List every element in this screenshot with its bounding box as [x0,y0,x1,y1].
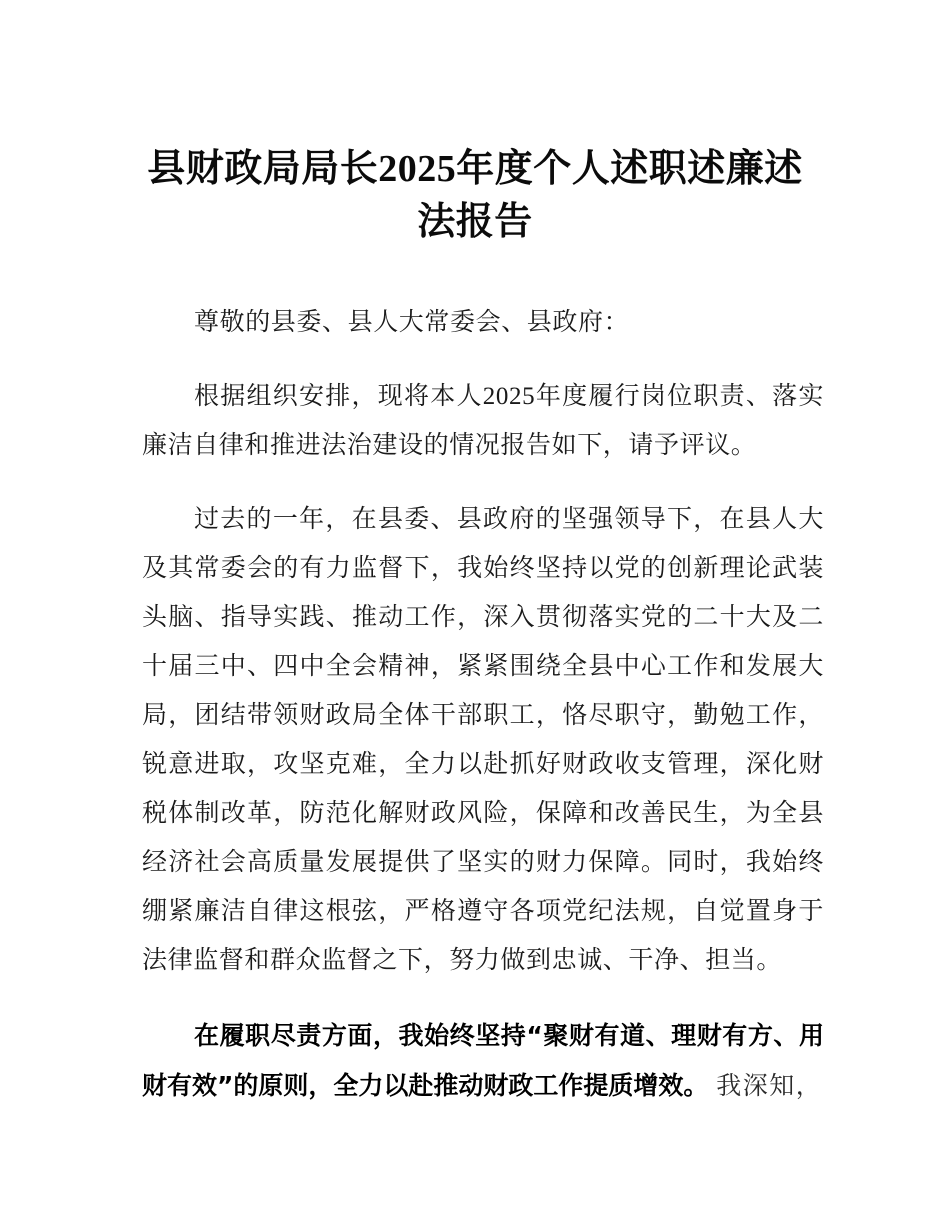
paragraph-overview: 过去的一年，在县委、县政府的坚强领导下，在县人大及其常委会的有力监督下，我始终坚持以党的创新理论武装头脑、指导实践、推动工作，深入贯彻落实党的二十大及二十届三中、四中全会精神，紧紧围绕全县中心工作和发展大局，团结带领财政局全体干部职工，恪尽职守，勤勉工作，锐意进取，攻坚克难，全力以赴抓好财政收支管理，深化财税体制改革，防范化解财政风险，保障和改善民生，为全县经济社会高质量发展提供了坚实的财力保障。同时，我始终绷紧廉洁自律这根弦，严格遵守各项党纪法规，自觉置身于法律监督和群众监督之下，努力做到忠诚、干净、担当。 [142,506,824,974]
paragraph-duty-emphasis: 在履职尽责方面，我始终坚持“聚财有道、理财有方、用财有效”的原则，全力以赴推动财政工作提质增效。 [142,1021,824,1100]
salutation-line: 尊敬的县委、县人大常委会、县政府： [194,309,630,336]
paragraph-duty-tail: 我深知， [708,1073,823,1100]
page-title: 县财政局局长2025年度个人述职述廉述法报告 [147,148,803,244]
paragraph-intro: 根据组织安排，现将本人2025年度履行岗位职责、落实廉洁自律和推进法治建设的情况报告如下，请予评议。 [142,383,824,459]
document-body [142,298,824,1111]
paragraph-duty [142,1011,824,1111]
